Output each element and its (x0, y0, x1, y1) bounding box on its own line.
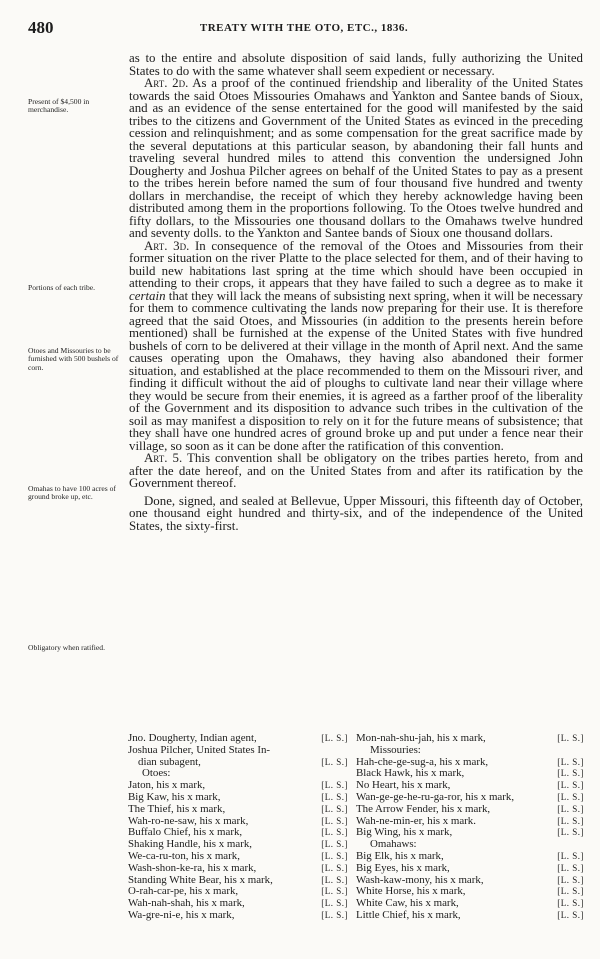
signature-column-left (128, 733, 348, 922)
signatory-name: Jno. Dougherty, Indian agent, (128, 732, 257, 744)
signatory-name: Joshua Pilcher, United States In- (128, 743, 271, 756)
signature-row (128, 851, 348, 863)
article-3-text-a: In consequence of the removal of the Otoes and Missouries from their former situation on the river Platte to the place selected for them, and of their having to build new habitations last spring at the time which should have been occupied in attending to their crops, it appears that they have failed to such a degree as to make it (129, 238, 583, 290)
seal-mark: [L. S.] (321, 803, 348, 814)
treaty-body (129, 52, 583, 532)
signatory-name: White Caw, his x mark, (356, 897, 459, 910)
seal-mark: [L. S.] (557, 756, 584, 767)
signatory-name: Omahaws: (370, 838, 417, 851)
article-3-text-b: that they will lack the means of subsisting next spring, when it will be necessary for them to commence cultivating the lands now preparing for their use. It is therefore agreed that the said Otoes, and Missouries (in addition to the presents herein before mentioned) shall be furnished at the expense of the United States with five hundred bushels of corn to be delivered at their village in the month of April next. And the same causes operating upon the Omahaws, they having also abandoned their former situation, and established at the place recommended to them on the Missouri river, and finding it difficult without the aid of ploughs to cultivate land near their village where they would be secure from their enemies, it is agreed as a farther proof of the liberality of the Government and its disposition to advance such tribes in the cultivation of the soil as may manifest a disposition to rely on it for the future means of subsistence; that they shall have one hundred acres of ground broke up and put under a fence near their village, so soon as it can be done after the ratification of this convention. (129, 288, 583, 453)
margin-note-obligatory: Obligatory when ratified. (28, 643, 105, 652)
signatory-name: O-rah-car-pe, his x mark, (128, 885, 239, 898)
seal-mark: [L. S.] (321, 886, 348, 897)
seal-mark: [L. S.] (321, 815, 348, 826)
margin-note-omahas: Omahas to have 100 acres of ground broke up, etc. (28, 484, 116, 502)
signatory-name: Hah-che-ge-sug-a, his x mark, (356, 755, 489, 768)
margin-note-corn: Otoes and Missouries to be furnished with 500 bushels of corn. (28, 346, 119, 372)
signature-row (128, 863, 348, 875)
signatory-name: The Arrow Fender, his x mark, (356, 802, 491, 815)
seal-mark: [L. S.] (557, 874, 584, 885)
signature-row (356, 792, 584, 804)
signature-row (128, 804, 348, 816)
article-2-paragraph (129, 77, 583, 240)
signatory-name: Black Hawk, his x mark, (356, 767, 465, 780)
closing-paragraph: Done, signed, and sealed at Bellevue, Upper Missouri, this fifteenth day of October, one thousand eight hundred and thirty-six, and of the independence of the United States, the sixty-first. (129, 493, 583, 533)
article-5-paragraph (129, 452, 583, 490)
signatory-name: Shaking Handle, his x mark, (128, 838, 253, 851)
signatory-name: Big Wing, his x mark, (356, 826, 453, 839)
signatory-name: We-ca-ru-ton, his x mark, (128, 849, 240, 862)
signatory-name: Mon-nah-shu-jah, his x mark, (356, 732, 486, 744)
seal-mark: [L. S.] (557, 909, 584, 920)
seal-mark: [L. S.] (321, 850, 348, 861)
signatory-name: Jaton, his x mark, (128, 779, 206, 792)
article-3-italic: certain (129, 288, 166, 303)
signatory-name: Wah-ro-ne-saw, his x mark, (128, 814, 249, 827)
signatory-name: No Heart, his x mark, (356, 779, 451, 792)
signatory-name: Wash-shon-ke-ra, his x mark, (128, 861, 257, 874)
page-number: 480 (28, 18, 54, 37)
article-5-label: Art. 5. (144, 451, 183, 465)
signatory-name: Big Elk, his x mark, (356, 849, 444, 862)
article-3-label: Art. 3d. (144, 238, 190, 253)
article-2-label: Art. 2d. (144, 76, 189, 90)
signature-row (356, 910, 584, 922)
seal-mark: [L. S.] (321, 909, 348, 920)
seal-mark: [L. S.] (557, 827, 584, 838)
article-5-text: This convention shall be obligatory on the tribes parties hereto, from and after the date hereof, and on the United States from and after its ratification by the Government thereof. (129, 451, 583, 490)
signature-row (356, 851, 584, 863)
seal-mark: [L. S.] (557, 886, 584, 897)
article-2-text-b: To the Otoes twelve hundred and fifty dollars, to the Missouries one thousand dollars to the Omahaws twelve hundred and seventy dolls. to the Yankton and Santee bands of Sioux one thousand dollars. (129, 201, 583, 240)
running-head: TREATY WITH THE OTO, ETC., 1836. (199, 22, 409, 34)
seal-mark: [L. S.] (557, 733, 584, 743)
signatory-name: Big Eyes, his x mark, (356, 861, 450, 874)
signatory-name: Missouries: (370, 743, 421, 756)
signature-row (356, 804, 584, 816)
seal-mark: [L. S.] (557, 768, 584, 779)
signatory-name: Wah-ne-min-er, his x mark. (356, 814, 476, 827)
seal-mark: [L. S.] (557, 803, 584, 814)
page-header (28, 18, 580, 40)
seal-mark: [L. S.] (321, 780, 348, 791)
margin-note-present: Present of $4,500 in merchandise. (28, 97, 90, 115)
signatory-name: Big Kaw, his x mark, (128, 790, 221, 803)
signature-row (356, 863, 584, 875)
seal-mark: [L. S.] (321, 756, 348, 767)
seal-mark: [L. S.] (557, 862, 584, 873)
signatory-name: Wah-nah-shah, his x mark, (128, 897, 245, 910)
article-3-paragraph (129, 240, 583, 453)
signature-row (128, 792, 348, 804)
seal-mark: [L. S.] (557, 815, 584, 826)
article-2-text-a: As a proof of the continued friendship and liberality of the United States towards the said Otoes Missouries Omahaws and Yankton and Santee bands of Sioux, and as an evidence of the sense entertained for the good will manifested by the said tribes to the citizens and Government of the United States as evinced in the preceding cession and relinquishment; and as some compensation for the great sacrifice made by the several deputations at this particular season, by abandoning their fall hunts and traveling several hundred miles to attend this convention the undersigned John Dougherty and Joshua Pilcher agrees on behalf of the United States to pay as a present to the tribes herein before named the sum of four thousand five hundred and twenty dollars in merchandise, the receipt of which they hereby acknowledge having been distributed among them in the proportions following. (129, 76, 584, 215)
signatory-name: dian subagent, (138, 755, 201, 768)
signature-row (356, 745, 584, 757)
signature-column-right (356, 733, 584, 922)
seal-mark: [L. S.] (321, 827, 348, 838)
signatory-name: Little Chief, his x mark, (356, 908, 461, 921)
seal-mark: [L. S.] (321, 839, 348, 850)
signatory-name: Buffalo Chief, his x mark, (128, 826, 243, 839)
seal-mark: [L. S.] (557, 780, 584, 791)
signatory-name: Standing White Bear, his x mark, (128, 873, 273, 886)
seal-mark: [L. S.] (557, 850, 584, 861)
signatory-name: Wan-ge-ge-he-ru-ga-ror, his x mark, (356, 790, 515, 803)
signatory-name: Wa-gre-ni-e, his x mark, (128, 908, 235, 921)
continued-paragraph: as to the entire and absolute disposition of said lands, fully authorizing the United States to do with the same whatever shall seem expedient or necessary. (129, 51, 583, 78)
seal-mark: [L. S.] (557, 791, 584, 802)
seal-mark: [L. S.] (321, 898, 348, 909)
signatory-name: Otoes: (142, 767, 171, 780)
seal-mark: [L. S.] (321, 874, 348, 885)
seal-mark: [L. S.] (557, 898, 584, 909)
seal-mark: [L. S.] (321, 791, 348, 802)
signatory-name: The Thief, his x mark, (128, 802, 226, 815)
signatory-name: White Horse, his x mark, (356, 885, 466, 898)
signatory-name: Wash-kaw-mony, his x mark, (356, 873, 484, 886)
margin-note-portions: Portions of each tribe. (28, 283, 96, 292)
seal-mark: [L. S.] (321, 862, 348, 873)
signature-row (128, 910, 348, 922)
seal-mark: [L. S.] (321, 733, 348, 743)
signature-row (128, 745, 348, 757)
